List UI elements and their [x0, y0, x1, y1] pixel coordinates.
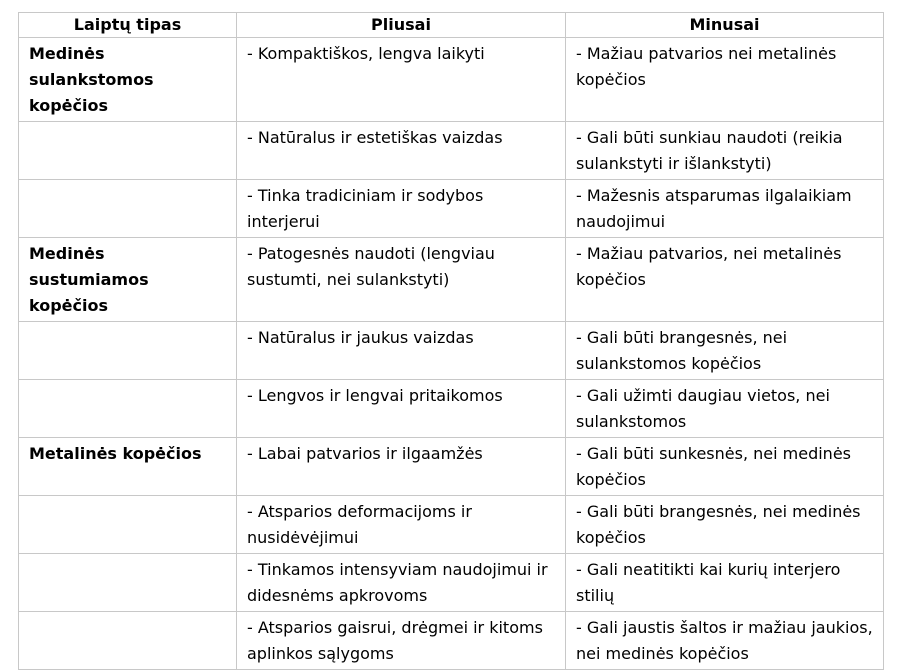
con-cell: - Mažesnis atsparumas ilgalaikiam naudojimui	[566, 180, 884, 238]
stair-type-cell	[19, 496, 237, 554]
stair-type-cell	[19, 554, 237, 612]
table-row	[19, 38, 884, 122]
table-row	[19, 380, 884, 438]
con-cell: - Mažiau patvarios nei metalinės kopėčios	[566, 38, 884, 122]
table-row	[19, 612, 884, 670]
con-cell: - Gali būti brangesnės, nei medinės kopėčios	[566, 496, 884, 554]
pro-cell: - Natūralus ir jaukus vaizdas	[237, 322, 566, 380]
stair-type-cell	[19, 180, 237, 238]
pro-cell: - Patogesnės naudoti (lengviau sustumti, nei sulankstyti)	[237, 238, 566, 322]
stair-type-cell: Metalinės kopėčios	[19, 438, 237, 496]
table-row	[19, 238, 884, 322]
header-pros: Pliusai	[237, 13, 566, 38]
table-row	[19, 438, 884, 496]
stair-type-cell	[19, 122, 237, 180]
con-cell: - Gali būti sunkesnės, nei medinės kopėčios	[566, 438, 884, 496]
pro-cell: - Lengvos ir lengvai pritaikomos	[237, 380, 566, 438]
table-row	[19, 122, 884, 180]
table-header-row	[19, 13, 884, 38]
table-row	[19, 180, 884, 238]
table-row	[19, 322, 884, 380]
con-cell: - Gali neatitikti kai kurių interjero stilių	[566, 554, 884, 612]
table-row	[19, 496, 884, 554]
header-stair-type: Laiptų tipas	[19, 13, 237, 38]
con-cell: - Gali būti sunkiau naudoti (reikia sulankstyti ir išlankstyti)	[566, 122, 884, 180]
stair-type-cell	[19, 322, 237, 380]
con-cell: - Gali užimti daugiau vietos, nei sulankstomos	[566, 380, 884, 438]
pro-cell: - Tinkamos intensyviam naudojimui ir didesnėms apkrovoms	[237, 554, 566, 612]
stair-type-cell	[19, 380, 237, 438]
pro-cell: - Atsparios deformacijoms ir nusidėvėjimui	[237, 496, 566, 554]
stair-type-cell: Medinės sustumiamos kopėčios	[19, 238, 237, 322]
header-cons: Minusai	[566, 13, 884, 38]
con-cell: - Gali jaustis šaltos ir mažiau jaukios, nei medinės kopėčios	[566, 612, 884, 670]
stair-type-cell: Medinės sulankstomos kopėčios	[19, 38, 237, 122]
table-row	[19, 554, 884, 612]
con-cell: - Mažiau patvarios, nei metalinės kopėčios	[566, 238, 884, 322]
pro-cell: - Natūralus ir estetiškas vaizdas	[237, 122, 566, 180]
document-page	[18, 12, 884, 670]
pro-cell: - Labai patvarios ir ilgaamžės	[237, 438, 566, 496]
con-cell: - Gali būti brangesnės, nei sulankstomos kopėčios	[566, 322, 884, 380]
pro-cell: - Atsparios gaisrui, drėgmei ir kitoms aplinkos sąlygoms	[237, 612, 566, 670]
stair-type-cell	[19, 612, 237, 670]
pro-cell: - Tinka tradiciniam ir sodybos interjerui	[237, 180, 566, 238]
stairs-comparison-table	[18, 12, 884, 670]
pro-cell: - Kompaktiškos, lengva laikyti	[237, 38, 566, 122]
